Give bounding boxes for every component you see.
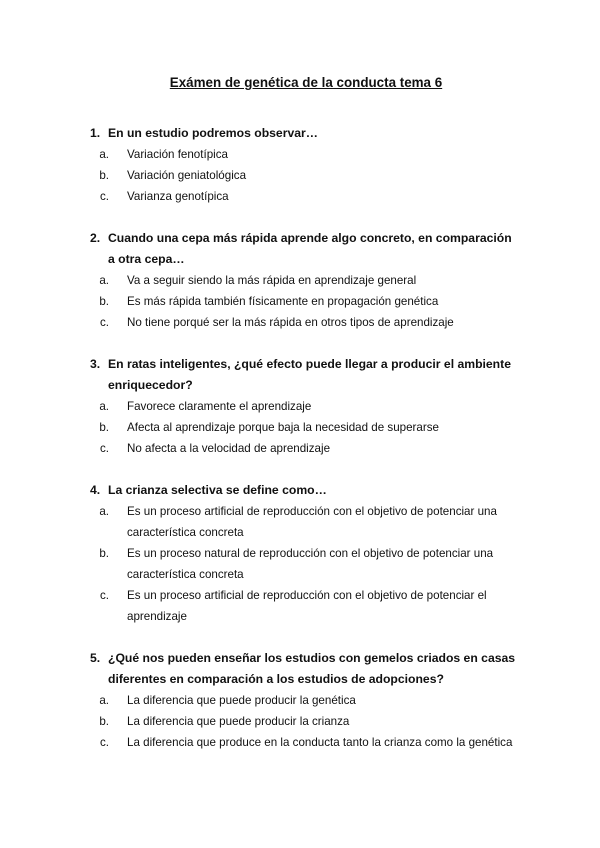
option-text: Favorece claramente el aprendizaje — [127, 400, 312, 413]
answer-option — [90, 543, 522, 585]
answer-option — [90, 711, 522, 732]
option-text: Variación fenotípica — [127, 148, 228, 161]
option-text: La diferencia que puede producir la crianza — [127, 715, 350, 728]
option-text: Es un proceso artificial de reproducción con el objetivo de potenciar una característica concreta — [127, 505, 497, 539]
option-letter: b. — [99, 169, 109, 182]
option-text: Es más rápida también físicamente en propagación genética — [127, 295, 439, 308]
option-text: Es un proceso natural de reproducción con el objetivo de potenciar una característica concreta — [127, 547, 494, 581]
answer-option — [90, 732, 522, 753]
question-heading — [90, 123, 522, 144]
option-text: Afecta al aprendizaje porque baja la necesidad de superarse — [127, 421, 439, 434]
answer-options — [90, 501, 522, 627]
question-number: 5. — [90, 651, 101, 665]
option-letter: c. — [99, 316, 109, 329]
question-number: 4. — [90, 483, 101, 497]
answer-option — [90, 291, 522, 312]
question-heading — [90, 648, 522, 690]
option-text: Variación geniatológica — [127, 169, 247, 182]
option-letter: a. — [99, 400, 109, 413]
question-3 — [90, 354, 522, 459]
question-heading — [90, 480, 522, 501]
answer-option — [90, 438, 522, 459]
question-text: ¿Qué nos pueden enseñar los estudios con gemelos criados en casas diferentes en comparación a los estudios de adopciones? — [108, 651, 516, 686]
question-number: 1. — [90, 126, 101, 140]
option-letter: c. — [99, 190, 109, 203]
option-text: La diferencia que puede producir la genética — [127, 694, 356, 707]
option-letter: b. — [99, 547, 109, 560]
option-letter: c. — [99, 736, 109, 749]
question-number: 3. — [90, 357, 101, 371]
option-letter: a. — [99, 694, 109, 707]
option-letter: c. — [99, 589, 109, 602]
answer-options — [90, 690, 522, 753]
option-text: Es un proceso artificial de reproducción con el objetivo de potenciar el aprendizaje — [127, 589, 487, 623]
option-text: Va a seguir siendo la más rápida en aprendizaje general — [127, 274, 417, 287]
question-4 — [90, 480, 522, 627]
question-number: 2. — [90, 231, 101, 245]
option-letter: b. — [99, 295, 109, 308]
question-text: En un estudio podremos observar… — [108, 126, 318, 140]
answer-option — [90, 417, 522, 438]
answer-option — [90, 396, 522, 417]
question-heading — [90, 228, 522, 270]
option-letter: a. — [99, 274, 109, 287]
question-list — [90, 123, 522, 753]
answer-option — [90, 585, 522, 627]
page-title: Exámen de genética de la conducta tema 6 — [169, 75, 443, 90]
option-text: La diferencia que produce en la conducta tanto la crianza como la genética — [127, 736, 513, 749]
answer-option — [90, 144, 522, 165]
question-2 — [90, 228, 522, 333]
option-letter: a. — [99, 505, 109, 518]
question-text: En ratas inteligentes, ¿qué efecto puede llegar a producir el ambiente enriquecedor? — [108, 357, 511, 392]
answer-option — [90, 165, 522, 186]
answer-options — [90, 144, 522, 207]
answer-option — [90, 186, 522, 207]
answer-option — [90, 501, 522, 543]
answer-options — [90, 270, 522, 333]
option-letter: b. — [99, 421, 109, 434]
question-text: La crianza selectiva se define como… — [108, 483, 327, 497]
option-text: No afecta a la velocidad de aprendizaje — [127, 442, 331, 455]
question-text: Cuando una cepa más rápida aprende algo concreto, en comparación a otra cepa… — [108, 231, 512, 266]
answer-option — [90, 690, 522, 711]
answer-option — [90, 270, 522, 291]
answer-option — [90, 312, 522, 333]
question-5 — [90, 648, 522, 753]
answer-options — [90, 396, 522, 459]
option-text: No tiene porqué ser la más rápida en otros tipos de aprendizaje — [127, 316, 454, 329]
option-letter: b. — [99, 715, 109, 728]
option-letter: a. — [99, 148, 109, 161]
option-letter: c. — [99, 442, 109, 455]
question-heading — [90, 354, 522, 396]
option-text: Varianza genotípica — [127, 190, 229, 203]
question-1 — [90, 123, 522, 207]
